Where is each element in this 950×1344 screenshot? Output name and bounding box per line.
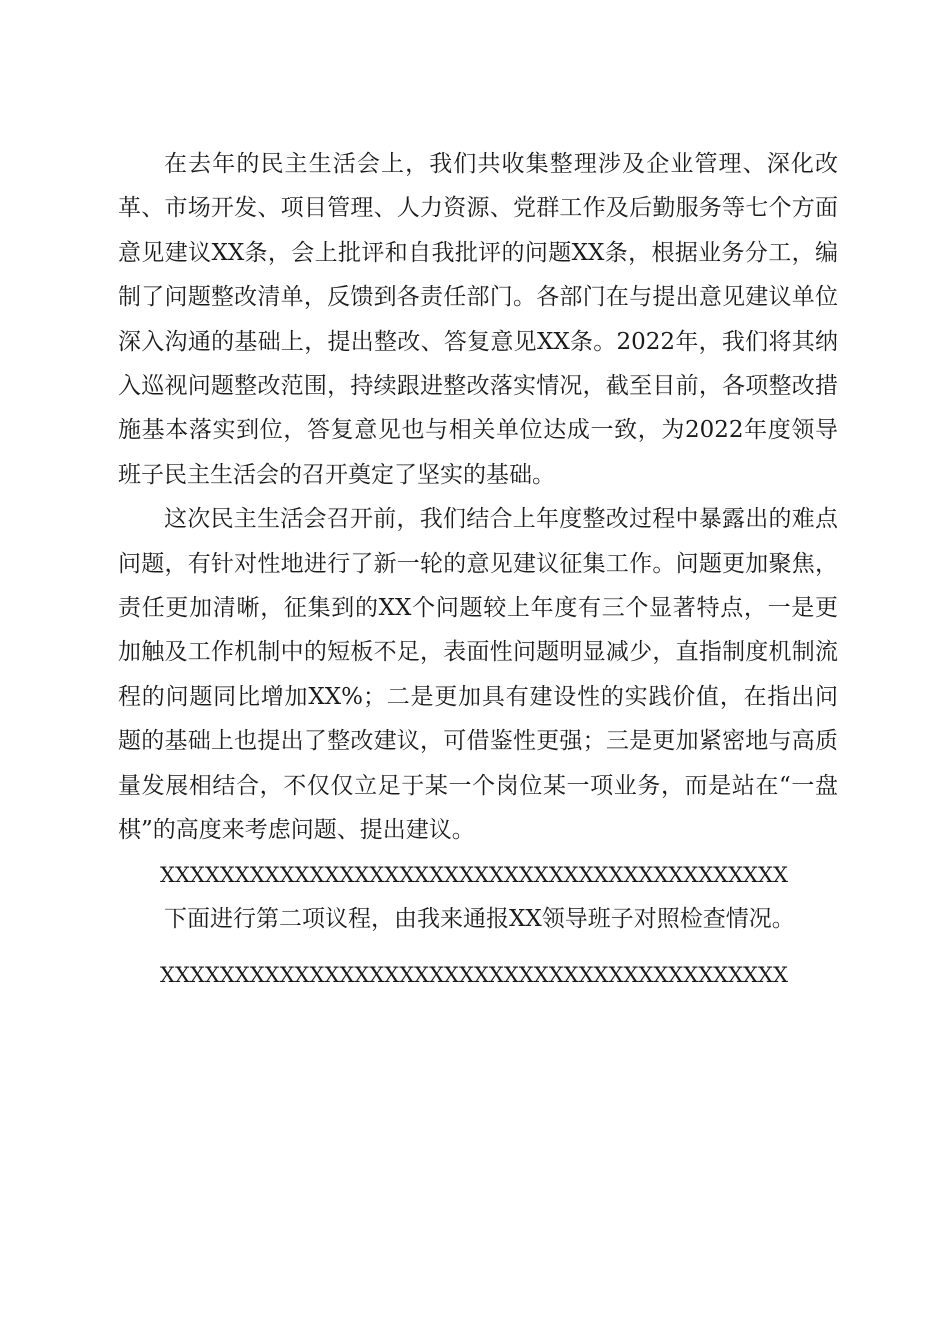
paragraph-3: 下面进行第二项议程，由我来通报XX领导班子对照检查情况。 [164,905,795,932]
document-body [118,142,838,998]
paragraph-2: 这次民主生活会召开前，我们结合上年度整改过程中暴露出的难点问题，有针对性地进行了新一轮的意见建议征集工作。问题更加聚焦，责任更加清晰，征集到的XX个问题较上年度有三个显著特点，一是更加触及工作机制中的短板不足，表面性问题明显减少，直指制度机制流程的问题同比增加XX%；二是更加具有建设性的实践价值，在指出问题的基础上也提出了整改建议，可借鉴性更强；三是更加紧密地与高质量发展相结合，不仅仅立足于某一个岗位某一项业务，而是站在“一盘棋”的高度来考虑问题、提出建议。 [118,506,838,844]
placeholder-line-1: XXXXXXXXXXXXXXXXXXXXXXXXXXXXXXXXXXXXXXXXXX [160,862,788,887]
placeholder-line-2: XXXXXXXXXXXXXXXXXXXXXXXXXXXXXXXXXXXXXXXXXX [160,963,788,988]
paragraph-1: 在去年的民主生活会上，我们共收集整理涉及企业管理、深化改革、市场开发、项目管理、人力资源、党群工作及后勤服务等七个方面意见建议XX条，会上批评和自我批评的问题XX条，根据业务分工，编制了问题整改清单，反馈到各责任部门。各部门在与提出意见建议单位深入沟通的基础上，提出整改、答复意见XX条。2022年，我们将其纳入巡视问题整改范围，持续跟进整改落实情况，截至目前，各项整改措施基本落实到位，答复意见也与相关单位达成一致，为2022年度领导班子民主生活会的召开奠定了坚实的基础。 [118,151,838,488]
